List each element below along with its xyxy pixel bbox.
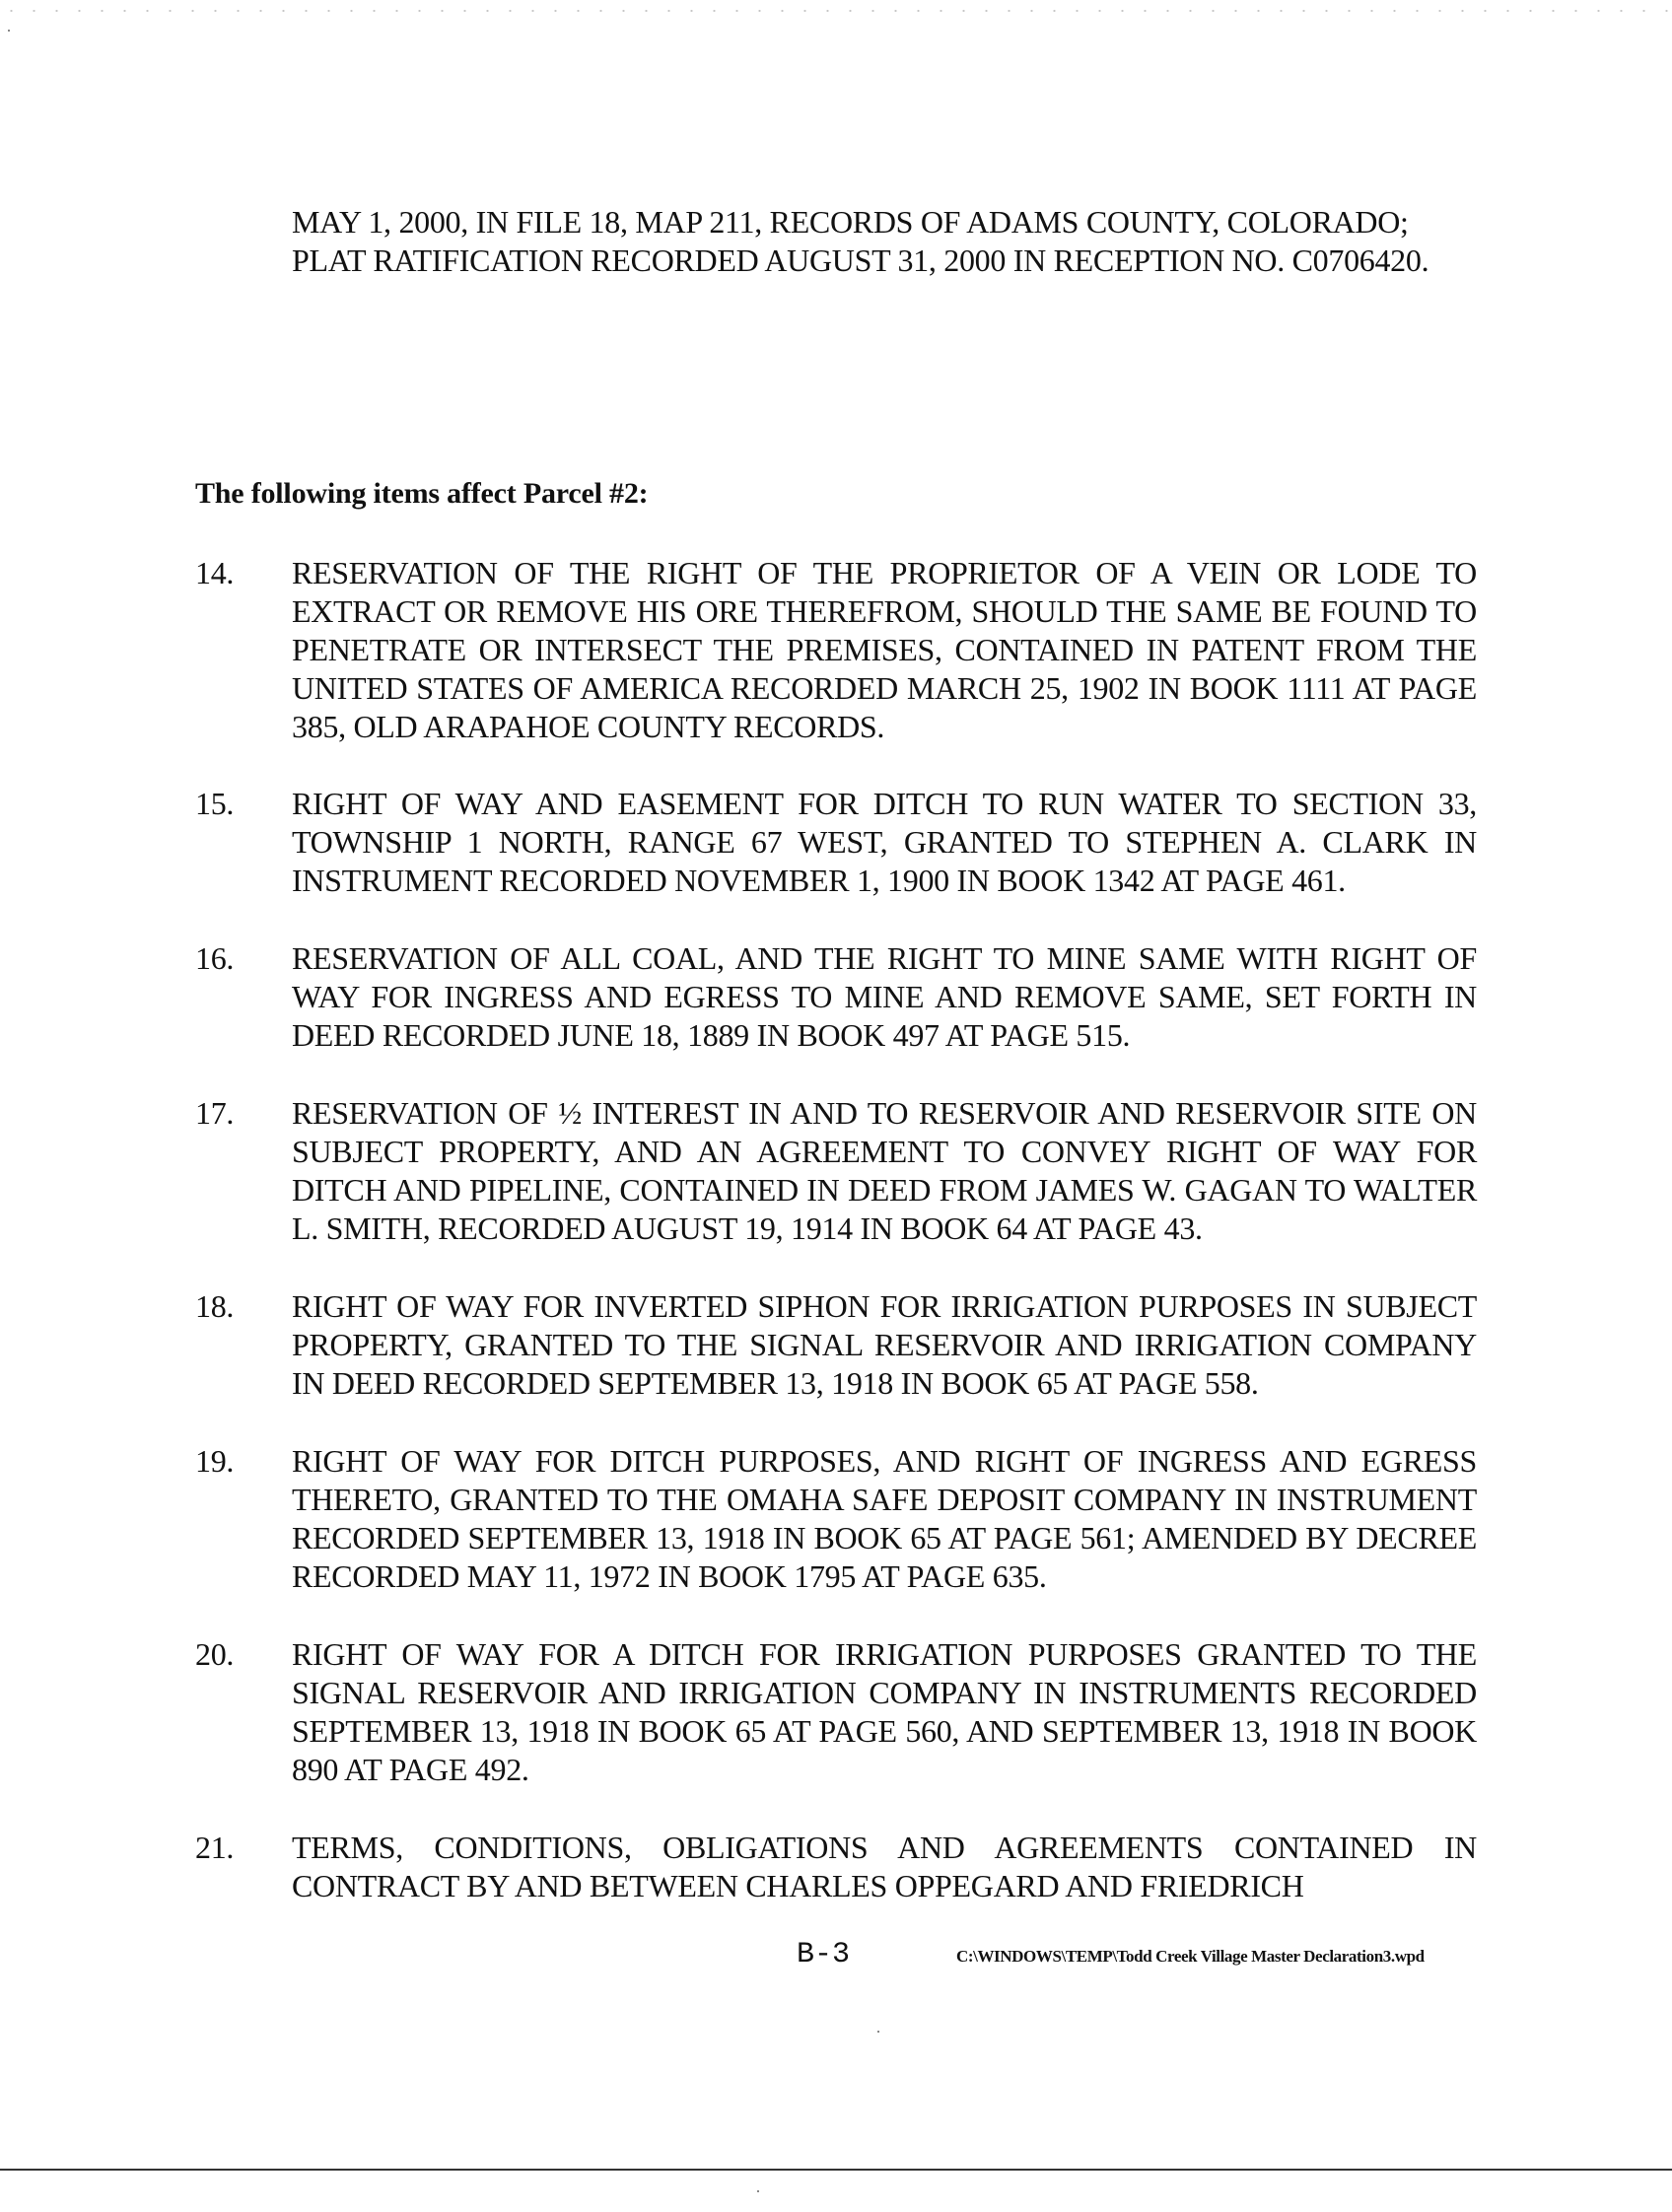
- item-text: RIGHT OF WAY FOR A DITCH FOR IRRIGATION PURPOSES GRANTED TO THE SIGNAL RESERVOIR AND IRRIGATION COMPANY IN INSTRUMENTS RECORDED SEPTEMBER 13, 1918 IN BOOK 65 AT PAGE 560, AND SEPTEMBER 13, 1918 IN BOOK 890 AT PAGE 492.: [292, 1636, 1477, 1787]
- scan-speck: [757, 2190, 759, 2192]
- bottom-rule: [0, 2169, 1672, 2171]
- scan-noise-strip: [0, 8, 1672, 14]
- item-number: 19.: [195, 1443, 235, 1479]
- scan-speck: [877, 2031, 879, 2033]
- scan-speck: [8, 30, 10, 32]
- list-item: [195, 1829, 1487, 1905]
- list-item: [195, 554, 1487, 746]
- item-text: TERMS, CONDITIONS, OBLIGATIONS AND AGREEMENTS CONTAINED IN CONTRACT BY AND BETWEEN CHARLES OPPEGARD AND FRIEDRICH: [292, 1830, 1477, 1903]
- file-path: C:\WINDOWS\TEMP\Todd Creek Village Master Declaration3.wpd: [956, 1947, 1425, 1966]
- intro-paragraph: [292, 203, 1485, 280]
- item-number: 21.: [195, 1830, 235, 1865]
- item-number: 18.: [195, 1288, 235, 1324]
- intro-line: PLAT RATIFICATION RECORDED AUGUST 31, 2000 IN RECEPTION NO. C0706420.: [292, 242, 1429, 278]
- intro-line: MAY 1, 2000, IN FILE 18, MAP 211, RECORDS OF ADAMS COUNTY, COLORADO;: [292, 204, 1409, 240]
- item-text: RESERVATION OF ALL COAL, AND THE RIGHT TO MINE SAME WITH RIGHT OF WAY FOR INGRESS AND EGRESS TO MINE AND REMOVE SAME, SET FORTH IN DEED RECORDED JUNE 18, 1889 IN BOOK 497 AT PAGE 515.: [292, 940, 1477, 1053]
- page-number: B-3: [797, 1938, 851, 1971]
- list-item: [195, 785, 1487, 900]
- item-text: RIGHT OF WAY FOR DITCH PURPOSES, AND RIGHT OF INGRESS AND EGRESS THERETO, GRANTED TO THE OMAHA SAFE DEPOSIT COMPANY IN INSTRUMENT RECORDED SEPTEMBER 13, 1918 IN BOOK 65 AT PAGE 561; AMENDED BY DECREE RECORDED MAY 11, 1972 IN BOOK 1795 AT PAGE 635.: [292, 1443, 1477, 1594]
- list-item: [195, 1635, 1487, 1789]
- list-item: [195, 1287, 1487, 1403]
- item-number: 15.: [195, 786, 235, 821]
- item-text: RESERVATION OF THE RIGHT OF THE PROPRIETOR OF A VEIN OR LODE TO EXTRACT OR REMOVE HIS ORE THEREFROM, SHOULD THE SAME BE FOUND TO PENETRATE OR INTERSECT THE PREMISES, CONTAINED IN PATENT FROM THE UNITED STATES OF AMERICA RECORDED MARCH 25, 1902 IN BOOK 1111 AT PAGE 385, OLD ARAPAHOE COUNTY RECORDS.: [292, 555, 1477, 744]
- item-number: 20.: [195, 1636, 235, 1672]
- item-number: 17.: [195, 1095, 235, 1131]
- item-number: 14.: [195, 555, 235, 590]
- item-text: RIGHT OF WAY FOR INVERTED SIPHON FOR IRRIGATION PURPOSES IN SUBJECT PROPERTY, GRANTED TO THE SIGNAL RESERVOIR AND IRRIGATION COMPANY IN DEED RECORDED SEPTEMBER 13, 1918 IN BOOK 65 AT PAGE 558.: [292, 1288, 1477, 1401]
- list-item: [195, 1442, 1487, 1596]
- item-number: 16.: [195, 940, 235, 976]
- list-item: [195, 1094, 1487, 1248]
- list-item: [195, 939, 1487, 1055]
- section-heading: The following items affect Parcel #2:: [195, 477, 649, 510]
- item-text: RESERVATION OF ½ INTEREST IN AND TO RESERVOIR AND RESERVOIR SITE ON SUBJECT PROPERTY, AND AN AGREEMENT TO CONVEY RIGHT OF WAY FOR DITCH AND PIPELINE, CONTAINED IN DEED FROM JAMES W. GAGAN TO WALTER L. SMITH, RECORDED AUGUST 19, 1914 IN BOOK 64 AT PAGE 43.: [292, 1095, 1477, 1246]
- item-text: RIGHT OF WAY AND EASEMENT FOR DITCH TO RUN WATER TO SECTION 33, TOWNSHIP 1 NORTH, RANGE 67 WEST, GRANTED TO STEPHEN A. CLARK IN INSTRUMENT RECORDED NOVEMBER 1, 1900 IN BOOK 1342 AT PAGE 461.: [292, 786, 1477, 898]
